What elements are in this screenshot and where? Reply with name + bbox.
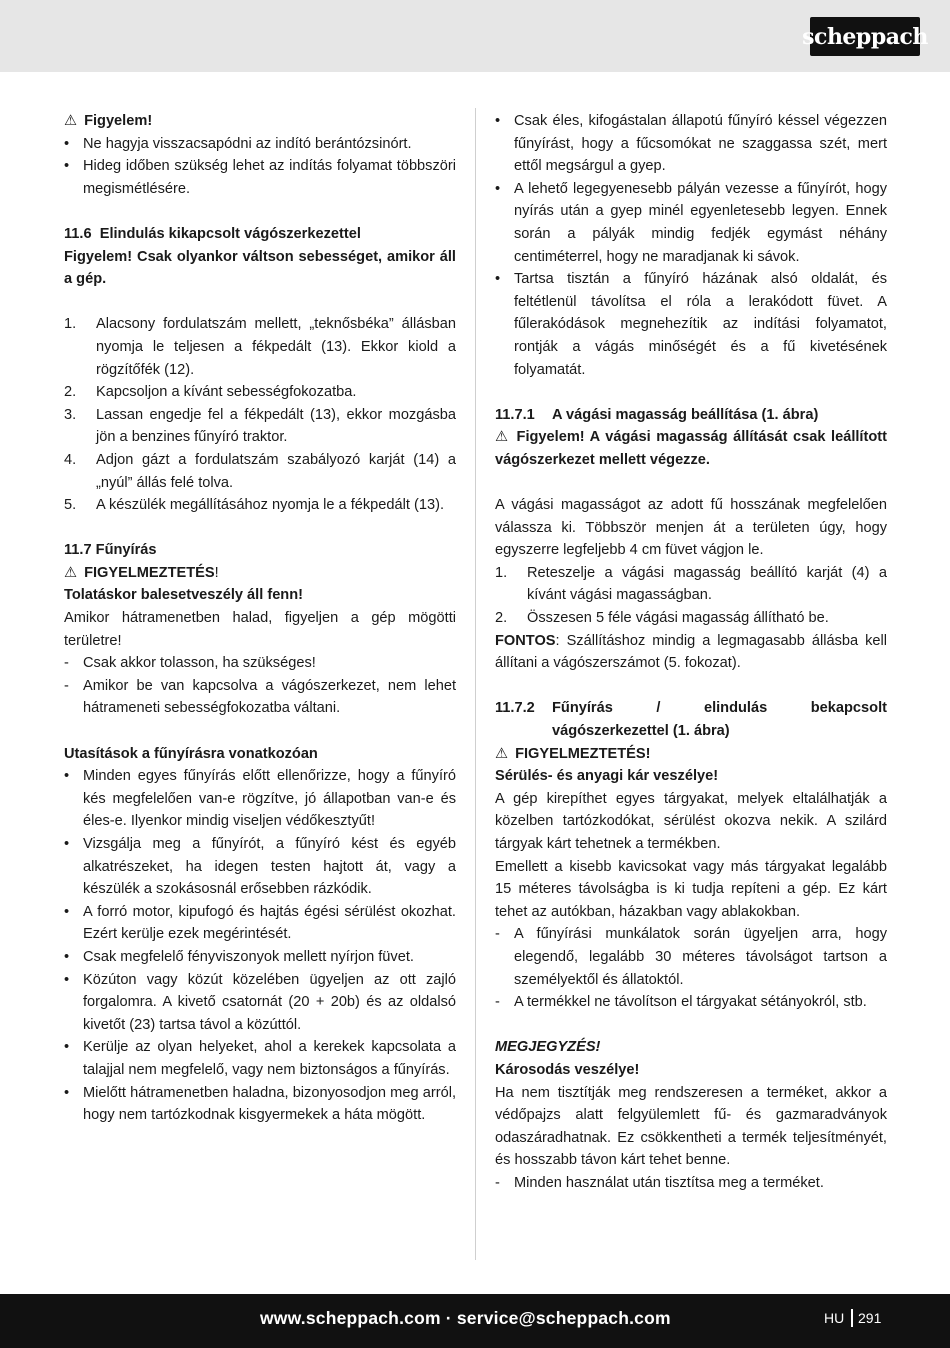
section-note: Figyelem! Csak olyankor váltson sebességet, amikor áll a gép. [64, 248, 456, 288]
list-item: • Vizsgálja meg a fűnyírót, a fűnyíró kést és egyéb alkatrészeket, ha idegen testen hajtott át, vagy a készülék a szokásosnál erősebben rázkódik. [64, 836, 456, 898]
note-heading: MEGJEGYZÉS! [495, 1039, 601, 1056]
list-item: • Csak éles, kifogástalan állapotú fűnyíró késsel végezzen fűnyírást, hogy a fűcsomókat ne szaggassa szét, mert ettől megsárgul a gyep. [495, 113, 887, 175]
warning-triangle-icon: ⚠ [64, 564, 78, 581]
section-heading-11-7: 11.7 Fűnyírás [64, 542, 157, 559]
danger-text: Tolatáskor balesetveszély áll fenn! [64, 587, 304, 604]
scheppach-logo: scheppach [810, 17, 920, 56]
right-column [495, 110, 887, 1195]
list-item: • A lehető legegyenesebb pályán vezesse a fűnyírót, hogy nyírás után a gyep minél egyenletesebb legyen. Ennek során a pályák mindig fedjék egymást néhány centiméterrel, hogy ne maradjanak ki sávok. [495, 180, 887, 265]
section-heading-11-7-1: 11.7.1 A vágási magasság beállítása (1. ábra) [495, 406, 819, 423]
list-item: - A fűnyírási munkálatok során ügyeljen arra, hogy elegendő, legalább 30 méteres távolságot tartson a személyektől és állatoktól. [495, 926, 887, 988]
list-item: • Csak megfelelő fényviszonyok mellett nyírjon füvet. [64, 948, 414, 965]
paragraph: Amikor hátramenetben halad, figyeljen a gép mögötti területre! [64, 610, 456, 649]
numbered-step: 2. Összesen 5 féle vágási magasság állítható be. [495, 610, 829, 627]
numbered-step: 4. Adjon gázt a fordulatszám szabályozó karját (14) a „nyúl” állás felé tolva. [64, 451, 456, 491]
footer-language: HU [824, 1310, 845, 1326]
important-note: FONTOS: Szállításhoz mindig a legmagasabb állásba kell állítani a vágószerszámot (5. fokozat). [495, 632, 887, 672]
warning-triangle-icon: ⚠ [495, 429, 509, 446]
list-item: - A termékkel ne távolítson el tárgyakat sétányokról, stb. [495, 994, 867, 1011]
footer-website-email[interactable]: www.scheppach.com · service@scheppach.com [260, 1308, 671, 1328]
section-note: ⚠ Figyelem! A vágási magasság állítását csak leállított vágószerkezet mellett végezze. [495, 426, 887, 471]
column-divider [475, 108, 476, 1260]
list-item: • Tartsa tisztán a fűnyíró házának alsó oldalát, és feltétlenül távolítsa el róla a lerakódott füvet. A fűlerakódások megnehezítik az indítási folyamatot, rontják a vágás minőségét és a fű kivetésének folyamatát. [495, 271, 887, 378]
list-item: • Kerülje az olyan helyeket, ahol a kerekek kapcsolata a talajjal nem megfelelő, vagy nem biztonságos a fűnyírás. [64, 1039, 456, 1078]
danger-text: Károsodás veszélye! [495, 1061, 640, 1078]
list-item: • A forró motor, kipufogó és hajtás égési sérülést okozhat. Ezért kerülje ezek megérintését. [64, 903, 456, 943]
warning-triangle-icon: ⚠ [64, 113, 78, 129]
list-item: • Ne hagyja visszacsapódni az indító berántózsinórt. [64, 135, 412, 152]
list-item: - Csak akkor tolasson, ha szükséges! [64, 655, 316, 672]
list-item: • Közúton vagy közút közelében ügyeljen az ott zajló forgalomra. A kivető csatornát (20 + 20b) és az oldalsó kivetőt (23) tartsa távol a közúttól. [64, 971, 456, 1033]
numbered-step: 5. A készülék megállításához nyomja le a fékpedált (13). [64, 497, 445, 514]
paragraph: A vágási magasságot az adott fű hosszának megfelelően válassza ki. Többször menjen át a területen úgy, hogy egyszerre legfeljebb 4 cm füvet vágjon le. [495, 497, 887, 559]
numbered-step: 3. Lassan engedje fel a fékpedált (13), ekkor mozgásba jön a benzines fűnyíró traktor. [64, 406, 456, 446]
warning-heading: ⚠ FIGYELMEZTETÉS! [495, 743, 887, 766]
left-column [64, 110, 456, 1127]
list-item: • Mielőtt hátramenetben haladna, bizonyosodjon meg arról, hogy nem tartózkodnak kisgyermekek a háta mögött. [64, 1084, 456, 1124]
numbered-step: 1. Alacsony fordulatszám mellett, „teknősbéka” állásban nyomja le teljesen a fékpedált (13). Ekkor kiold a rögzítőfék (12). [64, 316, 456, 378]
paragraph: A gép kirepíthet egyes tárgyakat, melyek eltalálhatják a közelben tartózkodókat, sérülést okozva nekik. A szilárd tárgyak kárt tehetnek a termékben. [495, 790, 887, 852]
list-item: • Minden egyes fűnyírás előtt ellenőrizze, hogy a fűnyíró kés megfelelően van-e rögzítve, jó állapotban van-e és éles-e. Ilyenkor mindig viseljen védőkesztyűt! [64, 768, 456, 830]
section-heading-11-7-2: 11.7.2 Fűnyírás / elindulás bekapcsolt vágószerkezettel (1. ábra) [495, 700, 887, 740]
section-heading-11-6: 11.6 Elindulás kikapcsolt vágószerkezettel [64, 225, 361, 242]
list-item: • Hideg időben szükség lehet az indítás folyamat többszöri megismétlésére. [64, 158, 456, 197]
list-item: - Minden használat után tisztítsa meg a terméket. [495, 1174, 824, 1191]
warning-heading: ⚠ Figyelem! [64, 110, 456, 133]
instructions-heading: Utasítások a fűnyírásra vonatkozóan [64, 745, 318, 762]
paragraph: Ha nem tisztítják meg rendszeresen a terméket, akkor a védőpajzs alatt felgyülemlett fű- és gazmaradványok odaszáradhatnak. Ez csökkentheti a termék teljesítményét, és hosszabb távon kárt tehet benne. [495, 1084, 887, 1169]
numbered-step: 1. Reteszelje a vágási magasság beállító karját (4) a kívánt vágási magasságban. [495, 564, 887, 604]
page-number: 291 [858, 1310, 882, 1326]
list-item: - Amikor be van kapcsolva a vágószerkezet, nem lehet hátrameneti sebességfokozatba váltani. [64, 677, 456, 717]
danger-text: Sérülés- és anyagi kár veszélye! [495, 768, 719, 785]
paragraph: Emellett a kisebb kavicsokat vagy más tárgyakat legalább 15 méteres távolságba is ki tudja repíteni a gép. Ez kárt tehet az autókban, házakban vagy ablakokban. [495, 858, 887, 920]
footer-separator [851, 1309, 853, 1327]
warning-triangle-icon: ⚠ [495, 745, 509, 762]
numbered-step: 2. Kapcsoljon a kívánt sebességfokozatba. [64, 384, 357, 401]
warning-heading: ⚠ FIGYELMEZTETÉS! [64, 562, 456, 585]
